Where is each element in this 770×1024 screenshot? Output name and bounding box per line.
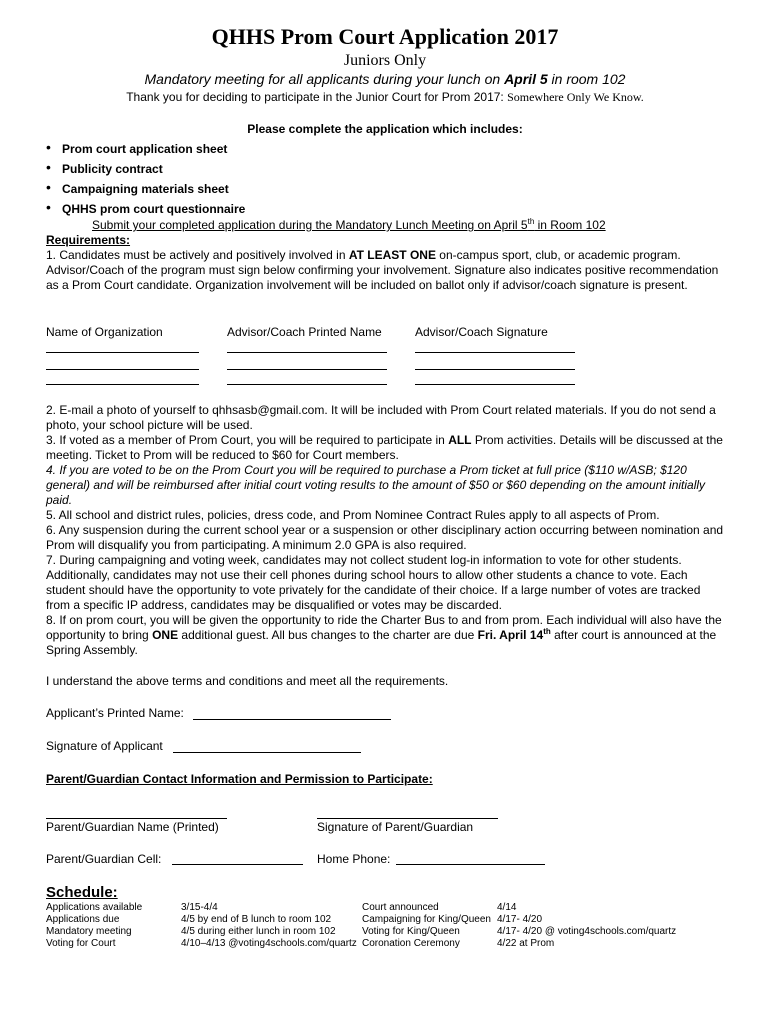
schedule-left-events (46, 902, 142, 950)
org-name-field[interactable] (46, 384, 199, 385)
bullet-icon: • (46, 159, 51, 175)
submit-instruction: Submit your completed application during the Mandatory Lunch Meeting on April 5th in Room 102 (92, 217, 606, 232)
schedule-date: 4/10–4/13 @voting4schools.com/quartz (181, 938, 357, 949)
requirements-list (46, 403, 726, 658)
advisor-signature-column-header: Advisor/Coach Signature (415, 325, 548, 339)
schedule-date: 4/17- 4/20 (497, 914, 543, 925)
requirement-3: 3. If voted as a member of Prom Court, you will be required to participate in ALL Prom activities. Details will be discussed at the meeting. Ticket to Prom will be reduced to $60 for Court members. (46, 433, 723, 462)
org-name-field[interactable] (46, 352, 199, 353)
parent-cell-label: Parent/Guardian Cell: (46, 852, 162, 866)
schedule-right-dates (497, 902, 676, 950)
requirement-6: 6. Any suspension during the current school year or a suspension or other disciplinary action occurring between nomination and Prom will disqualify you from participating. A minimum 2.0 GPA is also required. (46, 523, 724, 552)
schedule-right-events (362, 902, 491, 950)
bullet-icon: • (46, 139, 51, 155)
schedule-left-dates (181, 902, 357, 950)
requirement-2: 2. E-mail a photo of yourself to qhhsasb@gmail.com. It will be included with Prom Court related materials. If you do not send a photo, your school picture will be used. (46, 403, 716, 432)
advisor-signature-field[interactable] (415, 384, 575, 385)
advisor-printed-field[interactable] (227, 384, 387, 385)
advisor-signature-field[interactable] (415, 369, 575, 370)
schedule-event: Campaigning for King/Queen (362, 914, 491, 925)
schedule-date: 4/5 by end of B lunch to room 102 (181, 914, 332, 925)
mandatory-suffix: in room 102 (547, 71, 626, 87)
application-page: QHHS Prom Court Application 2017 Juniors Only Mandatory meeting for all applicants during your lunch on April 5 in room 102 Thank you for deciding to participate in the Junior Court for Prom 2017: Somewhere Only We Know. Please complete the application which includes: • Prom court application sheet • Publicity contract • Campaigning materials sheet • QHHS prom court questionnaire Submit your completed application during the Mandatory Lunch Meeting on April 5th in Room 102 Requirements: 1. Candidates must be actively and positively involved in AT LEAST ONE on-campus sport, club, or academic program. Advisor/Coach of the program must sign below confirming your involvement. Signature also indicates positive recommendation as a Prom Court candidate. Organization involvement will be included on ballot only if advisor/coach signature is present. Name of Organization Advisor/Coach Printed Name Advisor/Coach Signature 2. E-mail a photo of yourself to qhhsasb@gmail.com. It will be included with Prom Court related materials. If you do not send a photo, your school picture will be used. 3. If voted as a member of Prom Court, you will be required to participate in ALL Prom activities. Details will be discussed at the meeting. Ticket to Prom will be reduced to $60 for Court members. 4. If you are voted to be on the Prom Court you will be required to purchase a Prom ticket at full price ($110 w/ASB; $120 general) and will be reimbursed after initial court voting results to the amount of $50 or $60 depending on the amount initially paid. 5. All school and district rules, policies, dress code, and Prom Nominee Contract Rules apply to all aspects of Prom. 6. Any suspension during the current school year or a suspension or other disciplinary action occurring between nomination and Prom will disqualify you from participating. A minimum 2.0 GPA is also required. 7. During campaigning and voting week, candidates may not collect student log-in information to vote for other students. Additionally, candidates may not use their cell phones during school hours to allow other students a chance to vote. Each student should have the opportunity to vote privately for the candidate of their choice. If a large number of votes are tracked from a specific IP address, candidates may be disqualified or votes may be discarded. 8. If on prom court, you will be given the opportunity to ride the Charter Bus to and from prom. Each individual will also have the opportunity to bring ONE additional guest. All bus changes to the charter are due Fri. April 14th after court is announced at the Spring Assembly. I understand the above terms and conditions and meet all the requirements. Applicant’s Printed Name: Signature of Applicant Parent/Guardian Contact Information and Permission to Participate: Parent/Guardian Name (Printed) Signature of Parent/Guardian Parent/Guardian Cell: Home Phone: Schedule: Applications available Applications due Mandatory meeting Voting for Court 3/15-4/4 4/5 by end of B lunch to room 102 4/5 during either lunch in room 102 4/10–4/13 @voting4schools.com/quartz Court announced Campaigning for King/Queen Voting for King/Queen Coronation Ceremony 4/14 4/17- 4/20 4/17- 4/20 @ voting4schools.com/quartz 4/22 at Prom (0, 0, 770, 1024)
schedule-date: 4/14 (497, 902, 517, 913)
page-title: QHHS Prom Court Application 2017 (211, 24, 559, 49)
schedule-date: 3/15-4/4 (181, 902, 218, 913)
requirements-heading: Requirements: (46, 233, 131, 247)
requirement-1: 1. Candidates must be actively and positively involved in AT LEAST ONE on-campus sport, club, or academic program. Advisor/Coach of the program must sign below confirming your involvement. Signature also indicates positive recommendation as a Prom Court candidate. Organization involvement will be included on ballot only if advisor/coach signature is present. (46, 248, 719, 292)
advisor-signature-field[interactable] (415, 352, 575, 353)
schedule-event: Coronation Ceremony (362, 938, 460, 949)
applicant-signature-field[interactable] (173, 752, 361, 753)
parent-name-field[interactable] (46, 818, 227, 819)
applicant-signature-label: Signature of Applicant (46, 739, 163, 753)
parent-name-label: Parent/Guardian Name (Printed) (46, 820, 219, 834)
schedule-date: 4/17- 4/20 @ voting4schools.com/quartz (497, 926, 677, 937)
prom-theme: Somewhere Only We Know. (507, 90, 644, 104)
bullet-icon: • (46, 199, 51, 215)
applicant-printed-field[interactable] (193, 719, 391, 720)
bullet-icon: • (46, 179, 51, 195)
mandatory-meeting-notice (0, 71, 770, 88)
schedule-event: Court announced (362, 902, 439, 913)
mandatory-prefix: Mandatory meeting for all applicants during your lunch on (144, 71, 505, 87)
home-phone-field[interactable] (396, 864, 545, 865)
parent-cell-field[interactable] (172, 864, 303, 865)
org-name-field[interactable] (46, 369, 199, 370)
home-phone-label: Home Phone: (317, 852, 391, 866)
page-subtitle: Juniors Only (343, 52, 427, 69)
schedule-date: 4/22 at Prom (497, 938, 555, 949)
requirement-4: 4. If you are voted to be on the Prom Court you will be required to purchase a Prom ticket at full price ($110 w/ASB; $120 general) and will be reimbursed after initial court voting results to the amount of $50 or $60 depending on the amount initially paid. (46, 463, 706, 507)
requirement-7: 7. During campaigning and voting week, candidates may not collect student log-in information to vote for other students. Additionally, candidates may not use their cell phones during school hours to allow other students a chance to vote. Each student should have the opportunity to vote privately for the candidate of their choice. If a large number of votes are tracked from a specific IP address, candidates may be disqualified or votes may be discarded. (46, 553, 701, 612)
schedule-date: 4/5 during either lunch in room 102 (181, 926, 336, 937)
requirement-8: 8. If on prom court, you will be given the opportunity to ride the Charter Bus to and from prom. Each individual will also have the opportunity to bring ONE additional guest. All bus changes to the charter are due Fri. April 14th after court is announced at the Spring Assembly. (46, 613, 722, 657)
thanks-line (0, 90, 770, 105)
thanks-text: Thank you for deciding to participate in the Junior Court for Prom 2017: (126, 90, 508, 104)
org-column-header: Name of Organization (46, 325, 163, 339)
mandatory-date: April 5 (504, 71, 548, 87)
schedule-event: Mandatory meeting (46, 926, 132, 937)
schedule-event: Applications available (46, 902, 143, 913)
advisor-printed-field[interactable] (227, 369, 387, 370)
schedule-event: Voting for King/Queen (362, 926, 460, 937)
understand-statement: I understand the above terms and conditions and meet all the requirements. (46, 674, 449, 688)
parent-signature-field[interactable] (317, 818, 498, 819)
schedule-event: Applications due (46, 914, 120, 925)
parent-signature-label: Signature of Parent/Guardian (317, 820, 474, 834)
applicant-printed-label: Applicant’s Printed Name: (46, 706, 184, 720)
requirement-5: 5. All school and district rules, policies, dress code, and Prom Nominee Contract Rules apply to all aspects of Prom. (46, 508, 660, 522)
parent-heading: Parent/Guardian Contact Information and Permission to Participate: (46, 772, 433, 786)
schedule-event: Voting for Court (46, 938, 116, 949)
advisor-printed-field[interactable] (227, 352, 387, 353)
advisor-printed-column-header: Advisor/Coach Printed Name (227, 325, 382, 339)
application-heading: Please complete the application which includes: (247, 122, 523, 136)
schedule-heading: Schedule: (46, 884, 118, 901)
